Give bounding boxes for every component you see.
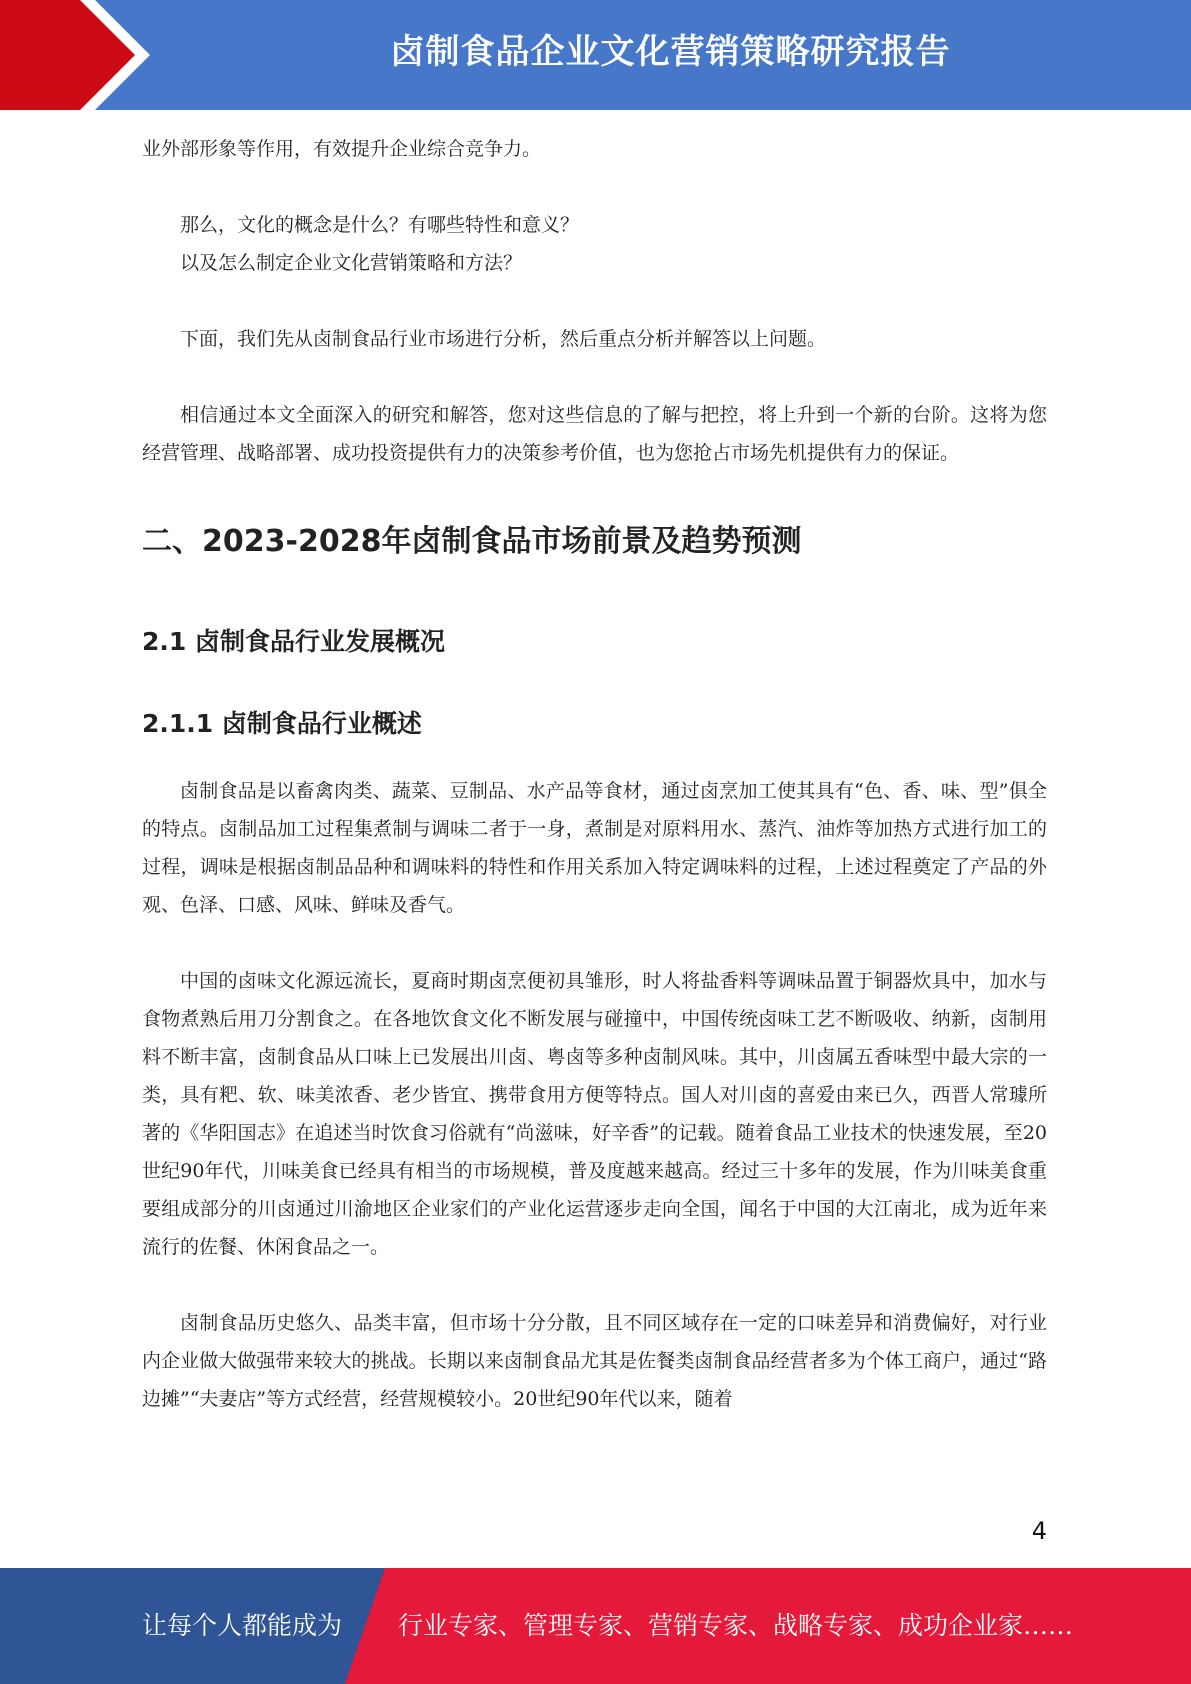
page-header [0,0,1191,110]
header-title: 卤制食品企业文化营销策略研究报告 [390,32,951,72]
paragraph-intro-tail: 业外部形象等作用，有效提升企业综合竞争力。 [142,138,542,160]
footer-slogan-left: 让每个人都能成为 [142,1611,343,1640]
footer-slogan-right: 行业专家、管理专家、营销专家、战略专家、成功企业家…… [398,1611,1074,1640]
page-footer [0,1568,1191,1684]
paragraph-belief: 相信通过本文全面深入的研究和解答，您对这些信息的了解与把控，将上升到一个新的台阶。这将为您经营管理、战略部署、成功投资提供有力的决策参考价值，也为您抢占市场先机提供有力的保证。 [142,404,1047,464]
subsection-heading-2-1: 2.1 卤制食品行业发展概况 [142,627,445,656]
paragraph-next: 下面，我们先从卤制食品行业市场进行分析，然后重点分析并解答以上问题。 [180,328,827,350]
question-line-2: 以及怎么制定企业文化营销策略和方法？ [180,252,523,274]
paragraph-history: 中国的卤味文化源远流长，夏商时期卤烹便初具雏形，时人将盐香料等调味品置于铜器炊具中，加水与食物煮熟后用刀分割食之。在各地饮食文化不断发展与碰撞中，中国传统卤味工艺不断吸收、纳新，卤制用料不断丰富，卤制食品从口味上已发展出川卤、粤卤等多种卤制风味。其中，川卤属五香味型中最大宗的一类，具有粑、软、味美浓香、老少皆宜、携带食用方便等特点。国人对川卤的喜爱由来已久，西晋人常璩所著的《华阳国志》在追述当时饮食习俗就有“尚滋味，好辛香”的记载。随着食品工业技术的快速发展，至20世纪90年代，川味美食已经具有相当的市场规模，普及度越来越高。经过三十多年的发展，作为川味美食重要组成部分的川卤通过川渝地区企业家们的产业化运营逐步走向全国，闻名于中国的大江南北，成为近年来流行的佐餐、休闲食品之一。 [142,970,1047,1258]
section-heading-2: 二、2023-2028年卤制食品市场前景及趋势预测 [142,524,802,559]
document-body [142,130,1047,1418]
paragraph-market: 卤制食品历史悠久、品类丰富，但市场十分分散，且不同区域存在一定的口味差异和消费偏好，对行业内企业做大做强带来较大的挑战。长期以来卤制食品尤其是佐餐类卤制食品经营者多为个体工商户，通过“路边摊”“夫妻店”等方式经营，经营规模较小。20世纪90年代以来，随着 [142,1312,1047,1410]
subsection-heading-2-1-1: 2.1.1 卤制食品行业概述 [142,709,422,738]
paragraph-overview: 卤制食品是以畜禽肉类、蔬菜、豆制品、水产品等食材，通过卤烹加工使其具有“色、香、味、型”俱全的特点。卤制品加工过程集煮制与调味二者于一身，煮制是对原料用水、蒸汽、油炸等加热方式进行加工的过程，调味是根据卤制品品种和调味料的特性和作用关系加入特定调味料的过程，上述过程奠定了产品的外观、色泽、口感、风味、鲜味及香气。 [142,780,1047,916]
page-number: 4 [1031,1517,1047,1545]
question-line-1: 那么，文化的概念是什么？有哪些特性和意义？ [180,214,580,236]
